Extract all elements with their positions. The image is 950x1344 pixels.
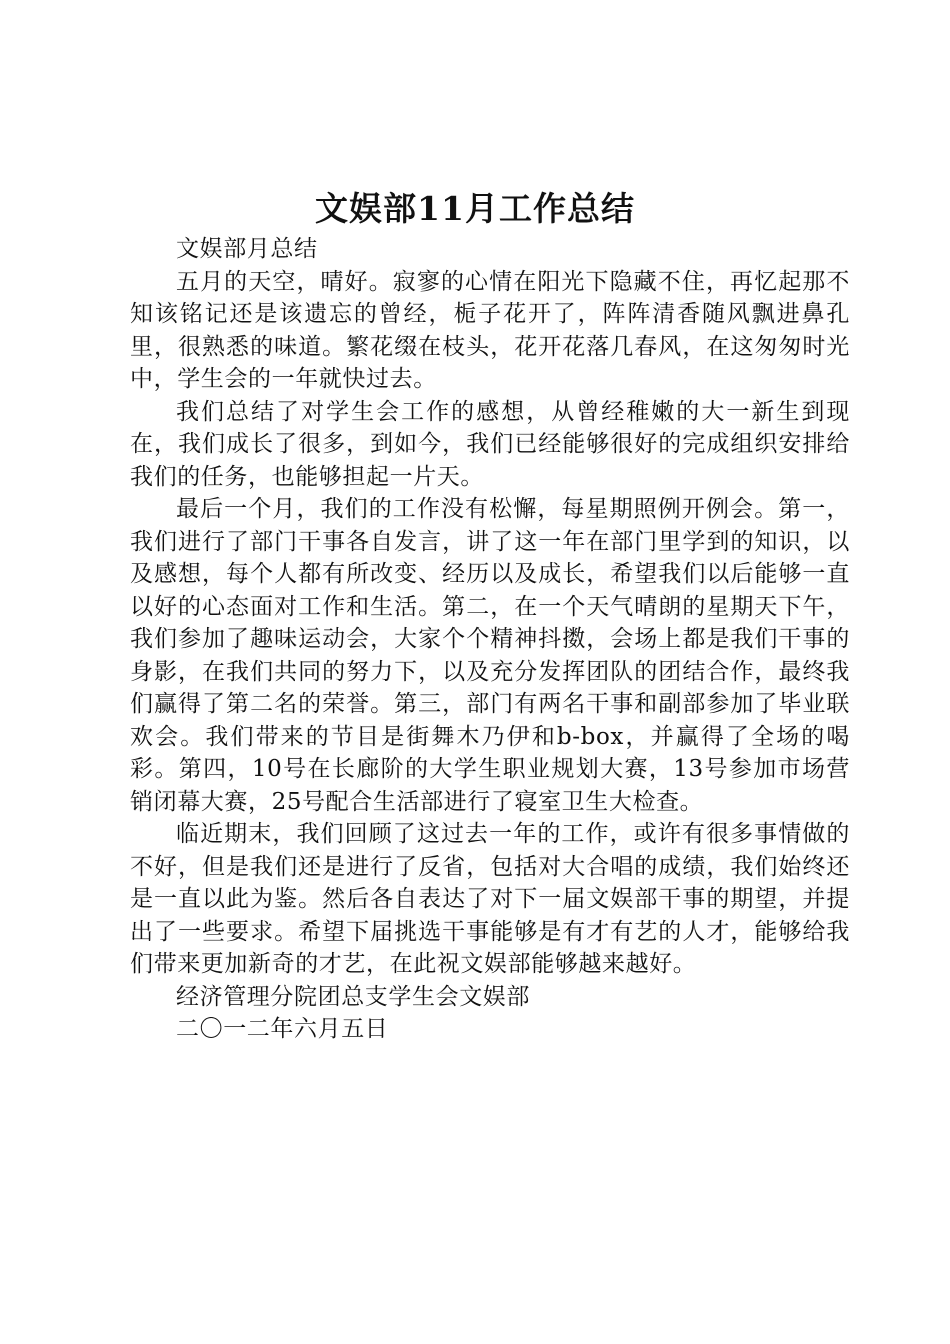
reflection-paragraph: 我们总结了对学生会工作的感想，从曾经稚嫩的大一新生到现在，我们成长了很多，到如今，我们已经能够很好的完成组织安排给我们的任务，也能够担起一片天。 (130, 398, 850, 490)
document-body (130, 233, 850, 1046)
document-title: 文娱部11月工作总结 (315, 189, 635, 228)
subtitle-paragraph: 文娱部月总结 (176, 236, 318, 262)
activities-paragraph: 最后一个月，我们的工作没有松懈，每星期照例开例会。第一，我们进行了部门干事各自发言，讲了这一年在部门里学到的知识，以及感想，每个人都有所改变、经历以及成长，希望我们以后能够一直以好的心态面对工作和生活。第二，在一个天气晴朗的星期天下午，我们参加了趣味运动会，大家个个精神抖擞，会场上都是我们干事的身影，在我们共同的努力下，以及充分发挥团队的团结合作，最终我们赢得了第二名的荣誉。第三，部门有两名干事和副部参加了毕业联欢会。我们带来的节目是街舞木乃伊和b-box，并赢得了全场的喝彩。第四，10号在长廊阶的大学生职业规划大赛，13号参加市场营销闭幕大赛，25号配合生活部进行了寝室卫生大检查。 (130, 496, 850, 815)
intro-paragraph: 五月的天空，晴好。寂寥的心情在阳光下隐藏不住，再忆起那不知该铭记还是该遗忘的曾经，栀子花开了，阵阵清香随风飘进鼻孔里，很熟悉的味道。繁花缀在枝头，花开花落几春风，在这匆匆时光中，学生会的一年就快过去。 (130, 268, 850, 392)
signature-organization: 经济管理分院团总支学生会文娱部 (176, 983, 530, 1010)
closing-paragraph: 临近期末，我们回顾了这过去一年的工作，或许有很多事情做的不好，但是我们还是进行了反省，包括对大合唱的成绩，我们始终还是一直以此为鉴。然后各自表达了对下一届文娱部干事的期望，并提出了一些要求。希望下届挑选干事能够是有才有艺的人才，能够给我们带来更加新奇的才艺，在此祝文娱部能够越来越好。 (130, 821, 850, 977)
signature-date: 二〇一二年六月五日 (176, 1016, 389, 1042)
